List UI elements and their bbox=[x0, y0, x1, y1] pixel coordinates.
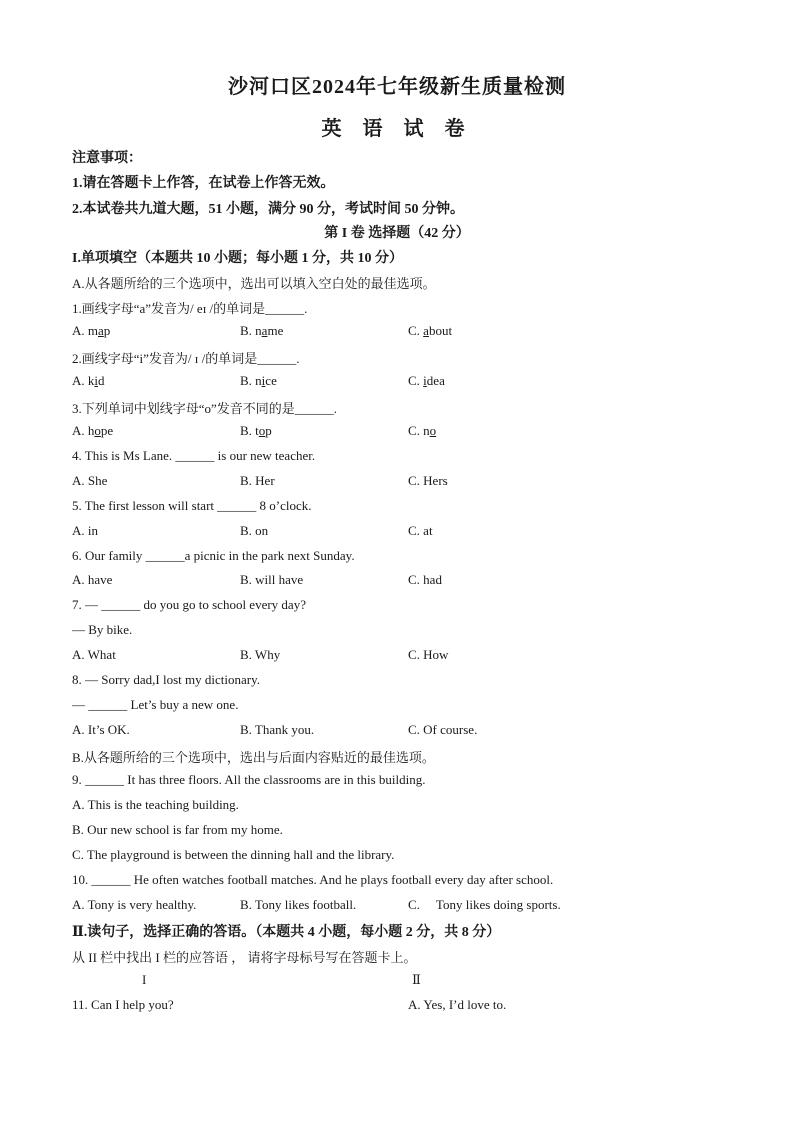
section2-instructions: 从 II 栏中找出 I 栏的应答语 ， 请将字母标号写在答题卡上。 bbox=[72, 950, 417, 965]
question-2-options bbox=[72, 373, 732, 389]
column-i-header: I bbox=[142, 972, 147, 987]
section2-title: Ⅱ.读句子，选择正确的答语。（本题共 4 小题，每小题 2 分，共 8 分） bbox=[72, 925, 501, 940]
exam-title: 沙河口区2024年七年级新生质量检测 bbox=[228, 76, 566, 98]
option-a: A. in bbox=[72, 523, 98, 538]
section1-title: I.单项填空（本题共 10 小题；每小题 1 分，共 10 分） bbox=[72, 251, 403, 266]
note-1: 1.请在答题卡上作答，在试卷上作答无效。 bbox=[72, 176, 335, 191]
option-a: A. It’s OK. bbox=[72, 722, 130, 737]
option-c: C. no bbox=[408, 423, 437, 438]
option-b: B. Her bbox=[240, 473, 275, 488]
option-a: A. What bbox=[72, 647, 116, 662]
question-7: 7. — ______ do you go to school every day? bbox=[72, 597, 306, 612]
question-7-options bbox=[72, 647, 732, 663]
question-3: 3.下列单词中划线字母“o”发音不同的是______. bbox=[72, 401, 338, 416]
option-a: A. Tony is very healthy. bbox=[72, 897, 197, 912]
option-c: C. Of course. bbox=[408, 722, 478, 737]
question-4-options bbox=[72, 473, 732, 489]
option-b: B. will have bbox=[240, 572, 304, 587]
notes-heading: 注意事项： bbox=[72, 151, 142, 166]
question-8-response: — ______ Let’s buy a new one. bbox=[72, 697, 239, 712]
question-10-options bbox=[72, 897, 732, 913]
question-5: 5. The first lesson will start ______ 8 o’clock. bbox=[72, 498, 312, 513]
question-4: 4. This is Ms Lane. ______ is our new teacher. bbox=[72, 448, 316, 463]
column-ii-header: Ⅱ bbox=[412, 972, 421, 987]
answer-a: A. Yes, I’d love to. bbox=[408, 997, 507, 1012]
question-6-options bbox=[72, 572, 732, 588]
part-b-instructions: B.从各题所给的三个选项中，选出与后面内容贴近的最佳选项。 bbox=[72, 750, 435, 765]
option-a: A. have bbox=[72, 572, 113, 587]
question-3-options bbox=[72, 423, 732, 439]
question-5-options bbox=[72, 523, 732, 539]
question-7-response: — By bike. bbox=[72, 622, 133, 637]
option-c: C. How bbox=[408, 647, 449, 662]
option-b: B. Why bbox=[240, 647, 281, 662]
option-b: B. Thank you. bbox=[240, 722, 315, 737]
option-c: C. at bbox=[408, 523, 433, 538]
exam-subtitle: 英 语 试 卷 bbox=[321, 118, 473, 140]
question-6: 6. Our family ______a picnic in the park next Sunday. bbox=[72, 548, 355, 563]
option-c: C. Tony likes doing sports. bbox=[408, 897, 561, 912]
option-c: C. idea bbox=[408, 373, 445, 388]
option-a: A. She bbox=[72, 473, 108, 488]
part-a-instructions: A.从各题所给的三个选项中，选出可以填入空白处的最佳选项。 bbox=[72, 276, 436, 291]
question-9: 9. ______ It has three floors. All the classrooms are in this building. bbox=[72, 772, 426, 787]
option-b: B. Tony likes football. bbox=[240, 897, 357, 912]
option-c: C. Hers bbox=[408, 473, 448, 488]
option-a: A. hope bbox=[72, 423, 114, 438]
option-b: B. on bbox=[240, 523, 269, 538]
option-b: B. name bbox=[240, 323, 284, 338]
question-9-option-a: A. This is the teaching building. bbox=[72, 797, 239, 812]
option-c: C. about bbox=[408, 323, 453, 338]
question-8: 8. — Sorry dad,I lost my dictionary. bbox=[72, 672, 260, 687]
question-11: 11. Can I help you? bbox=[72, 997, 174, 1012]
volume-heading: 第 I 卷 选择题（42 分） bbox=[324, 226, 470, 241]
option-a: A. kid bbox=[72, 373, 105, 388]
column-headers bbox=[72, 972, 732, 988]
question-9-option-c: C. The playground is between the dinning hall and the library. bbox=[72, 847, 395, 862]
question-10: 10. ______ He often watches football matches. And he plays football every day after school. bbox=[72, 872, 554, 887]
match-row-11 bbox=[72, 997, 732, 1013]
option-b: B. top bbox=[240, 423, 272, 438]
option-b: B. nice bbox=[240, 373, 277, 388]
question-8-options bbox=[72, 722, 732, 738]
question-1: 1.画线字母“a”发音为/ eɪ /的单词是______. bbox=[72, 301, 308, 316]
question-9-option-b: B. Our new school is far from my home. bbox=[72, 822, 283, 837]
option-a: A. map bbox=[72, 323, 111, 338]
note-2: 2.本试卷共九道大题，51 小题，满分 90 分，考试时间 50 分钟。 bbox=[72, 202, 464, 217]
question-1-options bbox=[72, 323, 732, 339]
option-c: C. had bbox=[408, 572, 442, 587]
question-2: 2.画线字母“i”发音为/ ɪ /的单词是______. bbox=[72, 351, 300, 366]
